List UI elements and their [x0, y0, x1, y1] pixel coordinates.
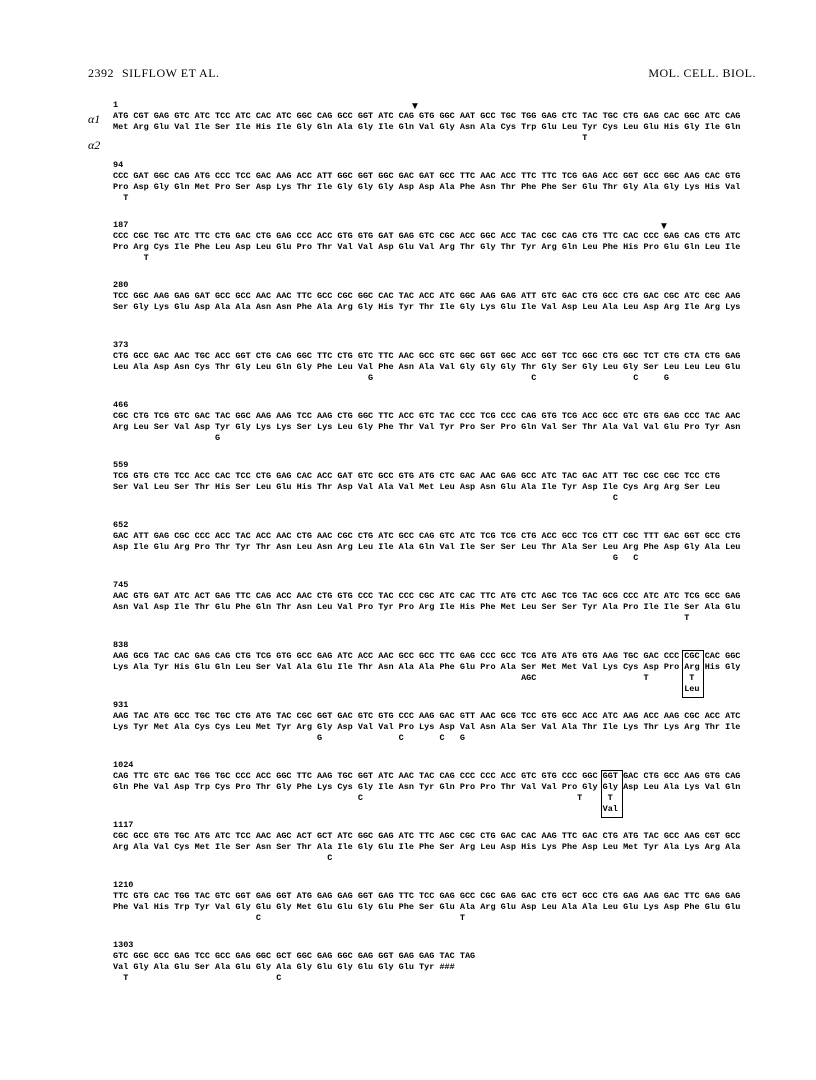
- substitution-nt: T: [689, 673, 695, 683]
- amino-acid-row: Ser Gly Lys Glu Asp Ala Ala Asn Asn Phe Ala Arg Gly His Tyr Thr Ile Gly Lys Glu Ile Val Asp Leu Ala Leu Asp Arg Ile Arg Lys: [113, 302, 741, 312]
- intron-marker-2: ▼: [659, 221, 669, 232]
- substitution-row: C: [113, 493, 618, 503]
- nucleotide-row: CTG GCC GAC AAC TGC ACC GGT CTG CAG GGC TTC CTG GTC TTC AAC GCC GTC GGC GGT GGC ACC GGT TCC GGC CTG GGC TCT CTG CTA CTG GAG: [113, 351, 741, 361]
- substitution-row: AGC T: [113, 673, 649, 683]
- nucleotide-position: 931: [113, 700, 129, 710]
- nucleotide-row: CGC CTG TCG GTC GAC TAC GGC AAG AAG TCC AAG CTG GGC TTC ACC GTC TAC CCC TCG CCC CAG GTG TCG ACC GCC GTC GTG GAG CCC TAC AAC: [113, 411, 741, 421]
- amino-acid-row: Phe Val His Trp Tyr Val Gly Glu Gly Met Glu Glu Gly Glu Phe Ser Glu Ala Arg Glu Asp Leu Ala Ala Leu Glu Lys Asp Phe Glu Glu: [113, 902, 741, 912]
- substitution-row: C T: [113, 793, 583, 803]
- nucleotide-position: 652: [113, 520, 129, 530]
- nucleotide-position: 559: [113, 460, 129, 470]
- nucleotide-row: ATG CGT GAG GTC ATC TCC ATC CAC ATC GGC CAG GCC GGT ATC CAG GTG GGC AAT GCC TGC TGG GAG CTC TAC TGC CTG GAG CAC GGC ATC CAG: [113, 111, 741, 121]
- nucleotide-row: AAG GCG TAC CAC GAG CAG CTG TCG GTG GCC GAG ATC ACC AAC GCC GCC TTC GAG CCC GCC TCG ATG ATG GTG AAG TGC GAC CCC CGC CAC GGC: [113, 651, 741, 661]
- substitution-aa: Leu: [684, 684, 700, 694]
- substitution-row: T: [113, 613, 690, 623]
- nucleotide-row: AAG TAC ATG GCC TGC TGC CTG ATG TAC CGC GGT GAC GTC GTG CCC AAG GAC GTT AAC GCG TCC GTG GCC ACC ATC AAG ACC AAG CGC ACC ATC: [113, 711, 741, 721]
- amino-acid-row: Asp Ile Glu Arg Pro Thr Tyr Thr Asn Leu Asn Arg Leu Ile Ala Gln Val Ile Ser Ser Leu Thr Ala Ser Leu Arg Phe Asp Gly Ala Leu: [113, 542, 741, 552]
- substitution-row: T: [113, 193, 129, 203]
- substitution-row: T: [113, 133, 588, 143]
- nucleotide-row: CAG TTC GTC GAC TGG TGC CCC ACC GGC TTC AAG TGC GGT ATC AAC TAC CAG CCC CCC ACC GTC GTG CCC GGC GGT GAC CTG GCC AAG GTG CAG: [113, 771, 741, 781]
- nucleotide-row: TCG GTG CTG TCC ACC CAC TCC CTG GAG CAC ACC GAT GTC GCC GTG ATG CTC GAC AAC GAG GCC ATC TAC GAC ATT TGC CGC CGC TCC CTG: [113, 471, 720, 481]
- substitution-row: G C: [113, 553, 639, 563]
- nucleotide-position: 187: [113, 220, 129, 230]
- nucleotide-position: 1024: [113, 760, 134, 770]
- page-number: 2392: [88, 66, 114, 80]
- substitution-row: G C C G: [113, 733, 465, 743]
- substitution-row: T: [113, 253, 149, 263]
- nucleotide-position: 1: [113, 100, 119, 110]
- substitution-row: C: [113, 853, 333, 863]
- amino-acid-row: Met Arg Glu Val Ile Ser Ile His Ile Gly Gln Ala Gly Ile Gln Val Gly Asn Ala Cys Trp Glu Leu Tyr Cys Leu Glu His Gly Ile Gln: [113, 122, 741, 132]
- amino-acid-row: Asn Val Asp Ile Thr Glu Phe Gln Thr Asn Leu Val Pro Tyr Pro Arg Ile His Phe Met Leu Ser Ser Tyr Ala Pro Ile Ile Ser Ala Glu: [113, 602, 741, 612]
- nucleotide-row: CGC GCC GTG TGC ATG ATC TCC AAC AGC ACT GCT ATC GGC GAG ATC TTC AGC CGC CTG GAC CAC AAG TTC GAC CTG ATG TAC GCC AAG CGT GCC: [113, 831, 741, 841]
- amino-acid-row: Pro Asp Gly Gln Met Pro Ser Asp Lys Thr Ile Gly Gly Gly Asp Asp Ala Phe Asn Thr Phe Phe Ser Glu Thr Gly Ala Gly Lys His Val: [113, 182, 741, 192]
- amino-acid-row: Arg Ala Val Cys Met Ile Ser Asn Ser Thr Ala Ile Gly Glu Ile Phe Ser Arg Leu Asp His Lys Phe Asp Leu Met Tyr Ala Lys Arg Ala: [113, 842, 741, 852]
- authors-header: SILFLOW ET AL.: [122, 66, 220, 80]
- amino-acid-row: Lys Ala Tyr His Glu Gln Leu Ser Val Ala Glu Ile Thr Asn Ala Ala Phe Glu Pro Ala Ser Met Met Val Lys Cys Asp Pro Arg His Gly: [113, 662, 741, 672]
- substitution-row: G: [113, 433, 221, 443]
- nucleotide-position: 838: [113, 640, 129, 650]
- nucleotide-row: CCC GAT GGC CAG ATG CCC TCC GAC AAG ACC ATT GGC GGT GGC GAC GAT GCC TTC AAC ACC TTC TTC TCG GAG ACC GGT GCC GGC AAG CAC GTG: [113, 171, 741, 181]
- nucleotide-row: TCC GGC AAG GAG GAT GCC GCC AAC AAC TTC GCC CGC GGC CAC TAC ACC ATC GGC AAG GAG ATT GTC GAC CTG GCC CTG GAC CGC ATC CGC AAG: [113, 291, 741, 301]
- substitution-row: C T: [113, 913, 465, 923]
- nucleotide-position: 466: [113, 400, 129, 410]
- nucleotide-position: 373: [113, 340, 129, 350]
- amino-acid-row: Pro Arg Cys Ile Phe Leu Asp Leu Glu Pro Thr Val Val Asp Glu Val Arg Thr Gly Thr Tyr Arg Gln Leu Phe His Pro Glu Gln Leu Ile: [113, 242, 741, 252]
- amino-acid-row: Leu Ala Asp Asn Cys Thr Gly Leu Gln Gly Phe Leu Val Phe Asn Ala Val Gly Gly Gly Thr Gly Ser Gly Leu Gly Ser Leu Leu Leu Glu: [113, 362, 741, 372]
- amino-acid-row: Val Gly Ala Glu Ser Ala Glu Gly Ala Gly Glu Gly Glu Gly Glu Tyr ###: [113, 962, 455, 972]
- substitution-aa: Val: [602, 804, 618, 814]
- substitution-nt: T: [607, 793, 613, 803]
- amino-acid-row: Lys Tyr Met Ala Cys Cys Leu Met Tyr Arg Gly Asp Val Val Pro Lys Asp Val Asn Ala Ser Val Ala Thr Ile Lys Thr Lys Arg Thr Ile: [113, 722, 741, 732]
- alpha1-label: α1: [88, 112, 101, 126]
- substitution-row: T C: [113, 973, 282, 983]
- nucleotide-row: AAC GTG GAT ATC ACT GAG TTC CAG ACC AAC CTG GTG CCC TAC CCC CGC ATC CAC TTC ATG CTC AGC TCG TAC GCG CCC ATC ATC TCG GCC GAG: [113, 591, 741, 601]
- nucleotide-row: GAC ATT GAG CGC CCC ACC TAC ACC AAC CTG AAC CGC CTG ATC GCC CAG GTC ATC TCG TCG CTG ACC GCC TCG CTT CGC TTT GAC GGT GCC CTG: [113, 531, 741, 541]
- amino-acid-row: Gln Phe Val Asp Trp Cys Pro Thr Gly Phe Lys Cys Gly Ile Asn Tyr Gln Pro Pro Thr Val Val Pro Gly Gly Asp Leu Ala Lys Val Gln: [113, 782, 741, 792]
- substitution-row: G C C G: [113, 373, 669, 383]
- intron-marker-1: ▼: [410, 101, 420, 112]
- nucleotide-row: CCC CGC TGC ATC TTC CTG GAC CTG GAG CCC ACC GTG GTG GAT GAG GTC CGC ACC GGC ACC TAC CGC CAG CTG TTC CAC CCC GAG CAG CTG ATC: [113, 231, 741, 241]
- amino-acid-row: Arg Leu Ser Val Asp Tyr Gly Lys Lys Ser Lys Leu Gly Phe Thr Val Tyr Pro Ser Pro Gln Val Ser Thr Ala Val Val Glu Pro Tyr Asn: [113, 422, 741, 432]
- nucleotide-row: TTC GTG CAC TGG TAC GTC GGT GAG GGT ATG GAG GAG GGT GAG TTC TCC GAG GCC CGC GAG GAC CTG GCT GCC CTG GAG AAG GAC TTC GAG GAG: [113, 891, 741, 901]
- nucleotide-position: 745: [113, 580, 129, 590]
- nucleotide-position: 1210: [113, 880, 134, 890]
- amino-acid-row: Ser Val Leu Ser Thr His Ser Leu Glu His Thr Asp Val Ala Val Met Leu Asp Asn Glu Ala Ile Tyr Asp Ile Cys Arg Arg Ser Leu: [113, 482, 720, 492]
- nucleotide-row: GTC GGC GCC GAG TCC GCC GAG GGC GCT GGC GAG GGC GAG GGT GAG GAG TAC TAG: [113, 951, 476, 961]
- nucleotide-position: 94: [113, 160, 124, 170]
- nucleotide-position: 1117: [113, 820, 134, 830]
- nucleotide-position: 280: [113, 280, 129, 290]
- journal-header: MOL. CELL. BIOL.: [648, 66, 756, 80]
- nucleotide-position: 1303: [113, 940, 134, 950]
- alpha2-label: α2: [88, 138, 101, 152]
